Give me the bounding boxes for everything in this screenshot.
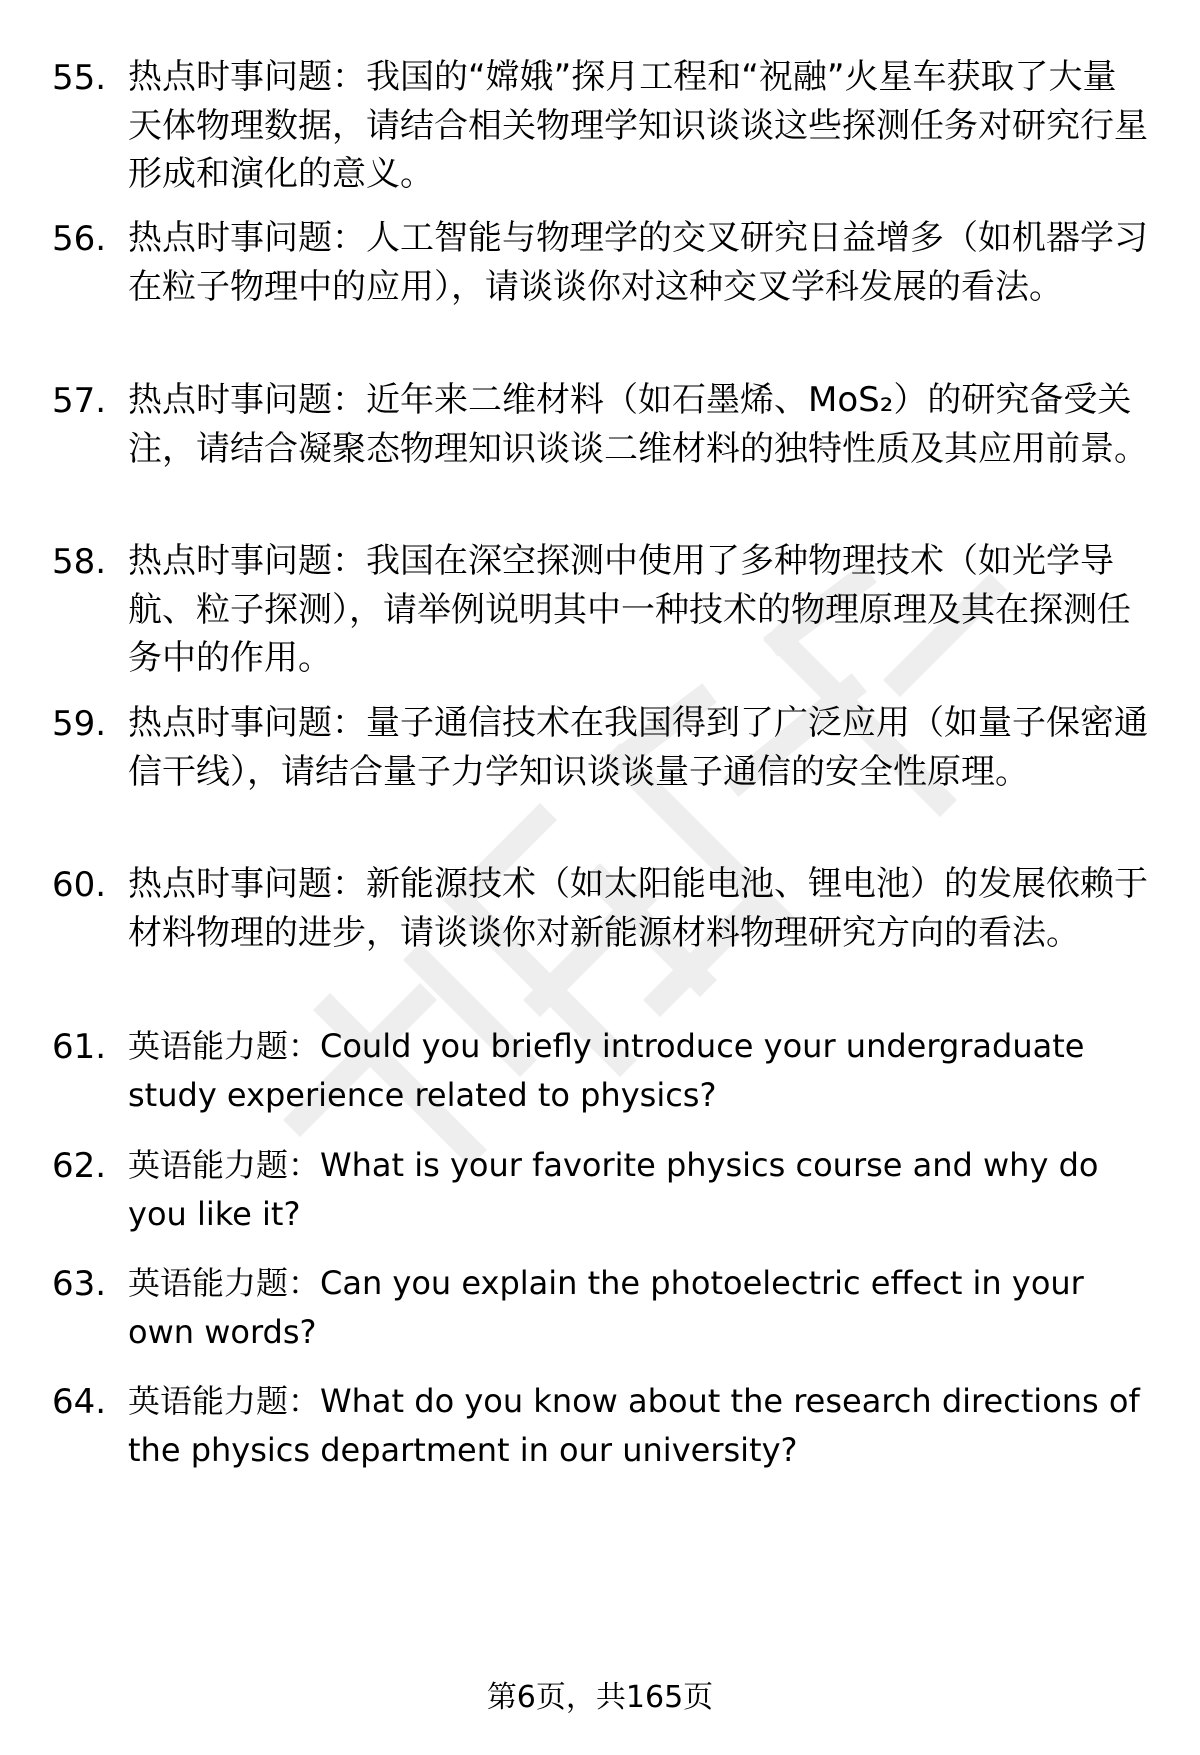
page-footer: 第6页，共165页 [486,1680,714,1715]
question-number: 57. [52,381,107,421]
question-number: 61. [52,1027,107,1067]
question-number: 62. [52,1146,107,1186]
question-text: 热点时事问题：近年来二维材料（如石墨烯、MoS₂）的研究备受关注，请结合凝聚态物理知识谈谈二维材料的独特性质及其应用前景。 [128,380,1148,469]
question-number: 58. [52,542,107,582]
question-text: 英语能力题：Can you explain the photoelectric effect in your own words? [128,1264,1084,1351]
question-text: 英语能力题：What is your favorite physics course and why do you like it? [128,1146,1099,1233]
question-number: 56. [52,219,107,259]
question-number: 59. [52,704,107,744]
question-number: 63. [52,1264,107,1304]
question-text: 热点时事问题：我国的“嫦娥”探月工程和“祝融”火星车获取了大量天体物理数据，请结合相关物理学知识谈谈这些探测任务对研究行星形成和演化的意义。 [128,57,1148,194]
question-text: 热点时事问题：量子通信技术在我国得到了广泛应用（如量子保密通信干线），请结合量子力学知识谈谈量子通信的安全性原理。 [128,703,1148,792]
question-number: 60. [52,865,107,905]
question-number: 55. [52,58,107,98]
question-text: 英语能力题：What do you know about the research directions of the physics department in our university? [128,1382,1140,1469]
question-text: 热点时事问题：人工智能与物理学的交叉研究日益增多（如机器学习在粒子物理中的应用），请谈谈你对这种交叉学科发展的看法。 [128,218,1148,307]
question-text: 热点时事问题：新能源技术（如太阳能电池、锂电池）的发展依赖于材料物理的进步，请谈谈你对新能源材料物理研究方向的看法。 [128,864,1148,953]
question-text: 热点时事问题：我国在深空探测中使用了多种物理技术（如光学导航、粒子探测），请举例说明其中一种技术的物理原理及其在探测任务中的作用。 [128,541,1131,678]
question-number: 64. [52,1382,107,1422]
question-text: 英语能力题：Could you briefly introduce your undergraduate study experience related to physics? [128,1027,1085,1114]
